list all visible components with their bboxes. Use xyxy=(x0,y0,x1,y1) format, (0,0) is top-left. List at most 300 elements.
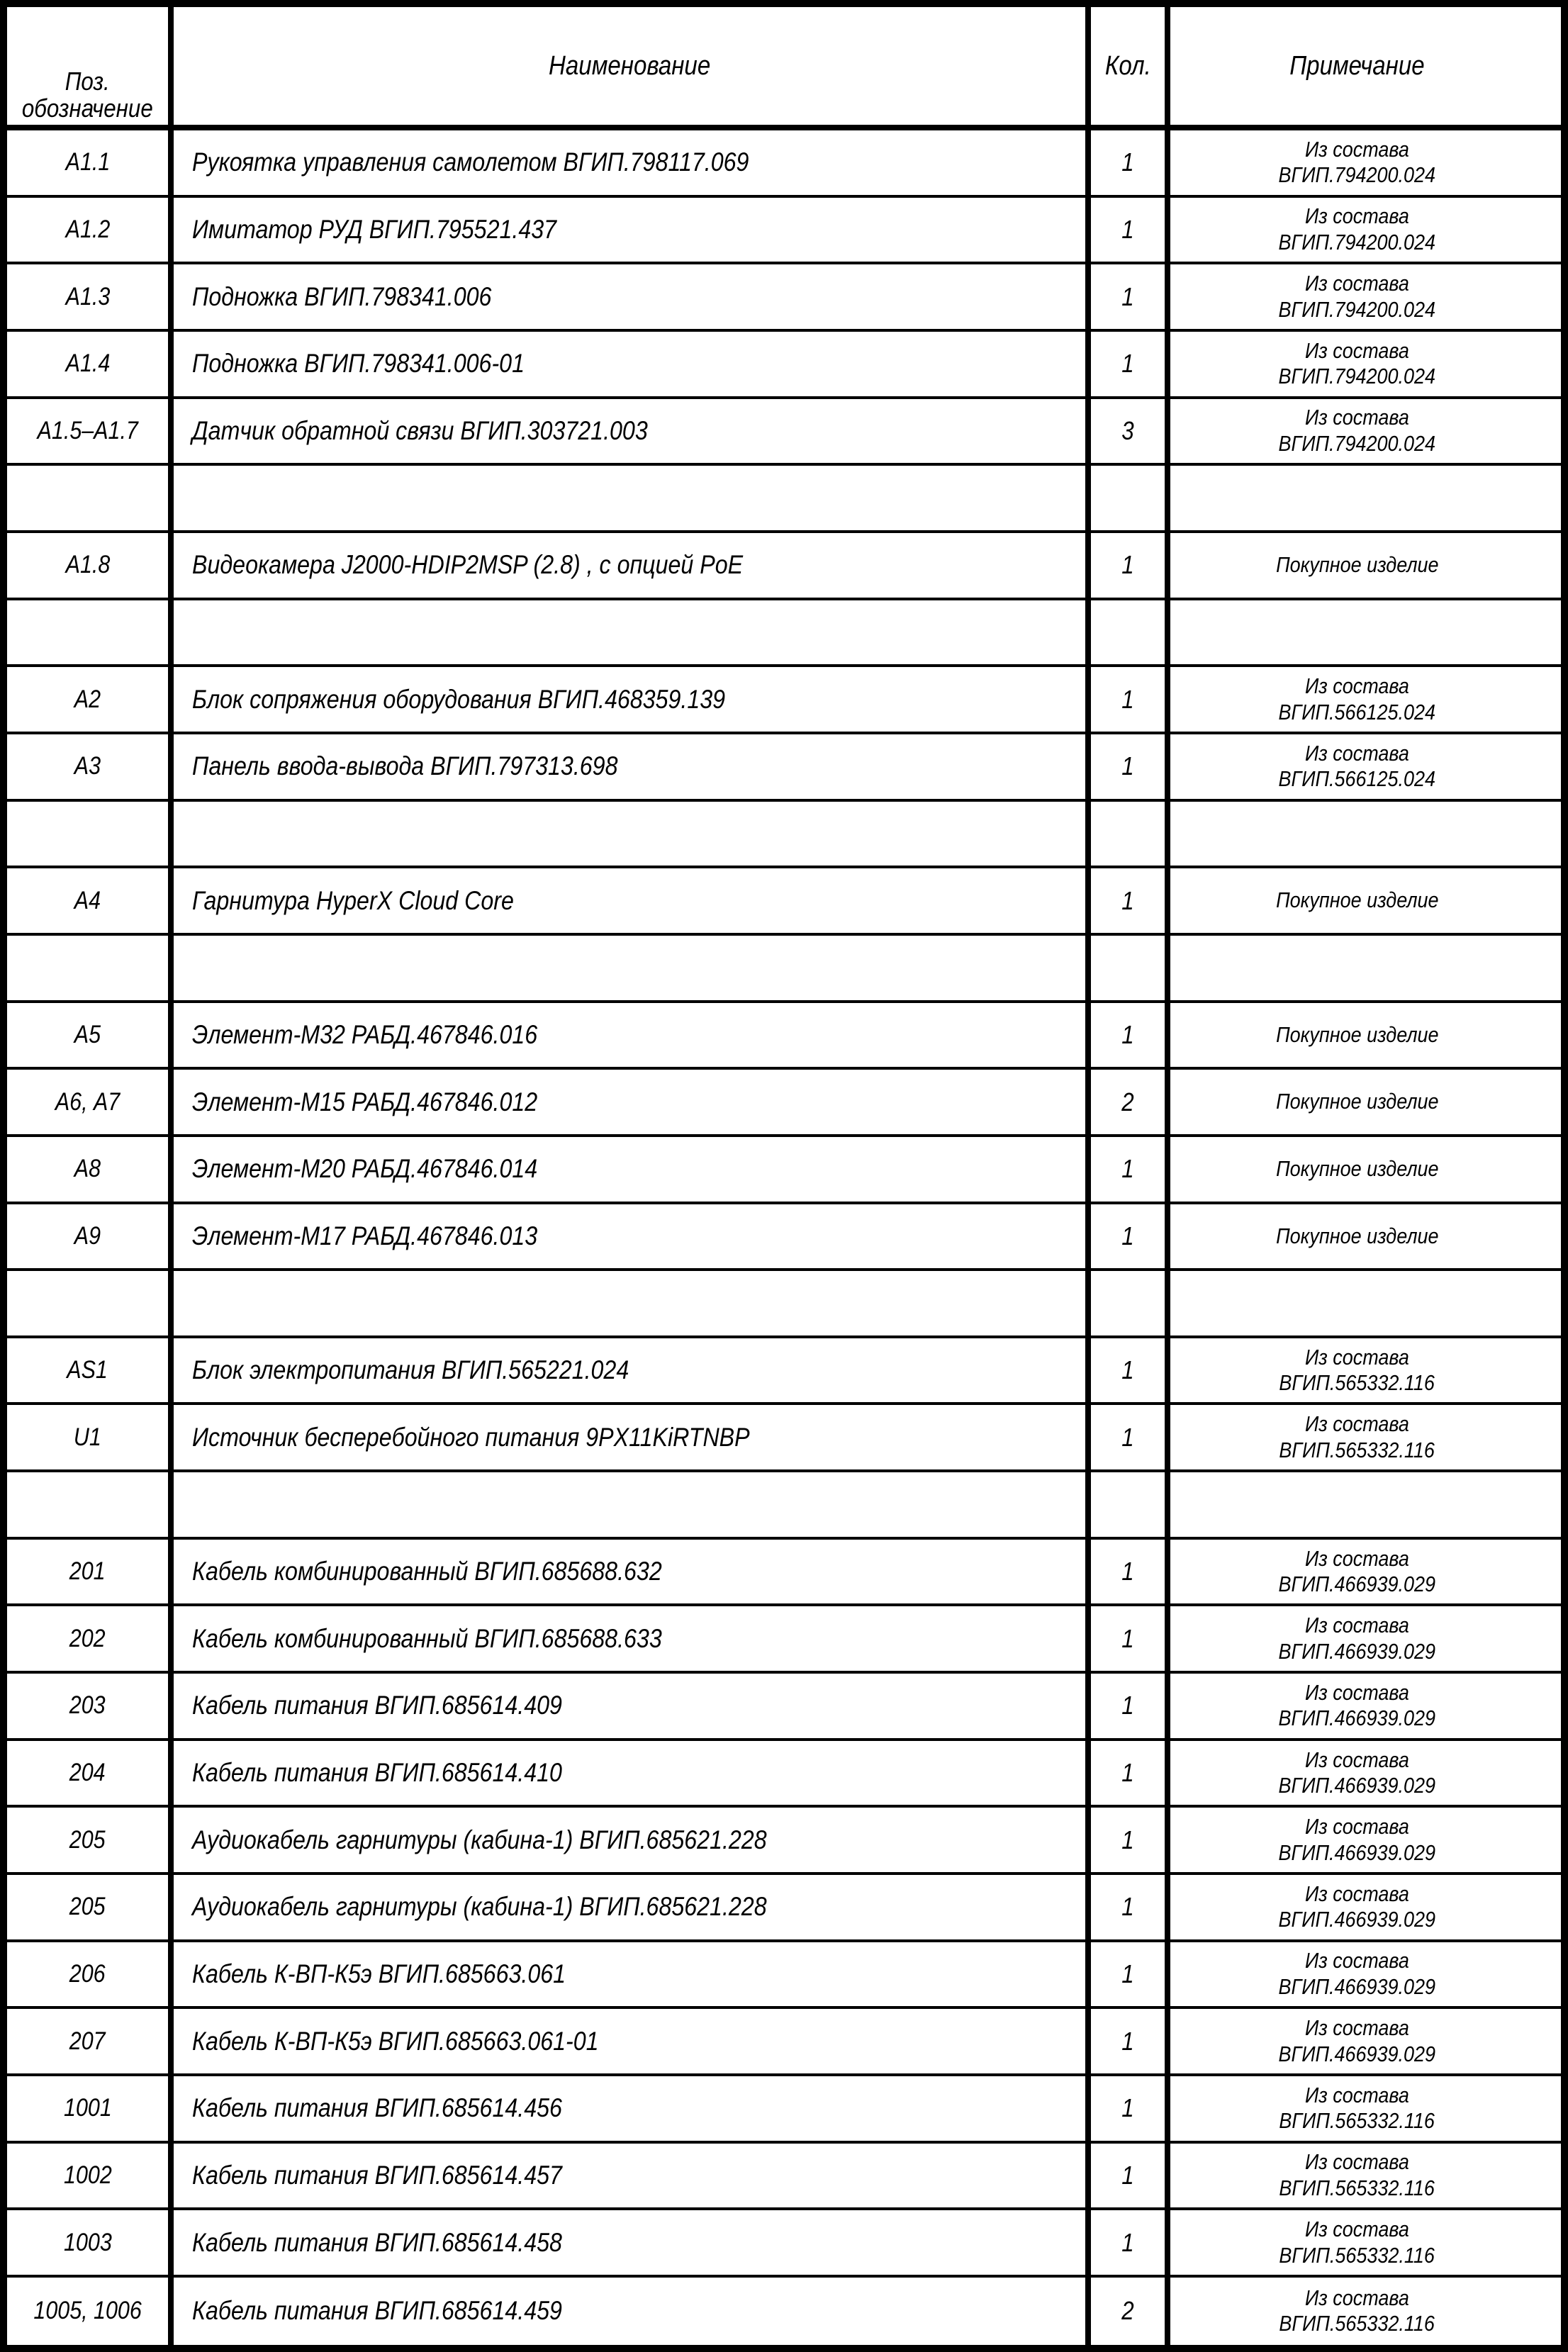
quantity-cell xyxy=(1091,1338,1170,1403)
item-name-cell xyxy=(174,2009,1091,2073)
note-line: ВГИП.794200.024 xyxy=(1278,229,1436,254)
table-row-empty xyxy=(7,466,1561,533)
table-row xyxy=(7,667,1561,734)
quantity-value: 1 xyxy=(1121,2093,1134,2123)
pos-designation: А8 xyxy=(74,1155,101,1183)
note-line: ВГИП.466939.029 xyxy=(1278,1638,1436,1664)
note-cell xyxy=(1170,802,1544,866)
note-cell xyxy=(1170,2144,1544,2208)
pos-designation: 1003 xyxy=(63,2228,112,2256)
note-line: ВГИП.565332.116 xyxy=(1279,1437,1435,1462)
note-line: ВГИП.466939.029 xyxy=(1278,2041,1436,2066)
note-line: ВГИП.466939.029 xyxy=(1278,1974,1436,2000)
pos-designation: 201 xyxy=(69,1557,106,1586)
item-name-cell xyxy=(174,1875,1091,1939)
note-line: Из состава xyxy=(1305,1545,1409,1571)
note-cell xyxy=(1170,399,1544,464)
quantity-value: 1 xyxy=(1121,550,1134,580)
item-name-cell xyxy=(174,198,1091,262)
pos-designation: 1001 xyxy=(63,2094,112,2122)
table-row xyxy=(7,533,1561,600)
note-line: ВГИП.565332.116 xyxy=(1279,2175,1435,2201)
item-name-cell xyxy=(174,1540,1091,1604)
item-name: Элемент-М17 РАБД.467846.013 xyxy=(192,1221,538,1250)
note-line: Из состава xyxy=(1305,1881,1409,1906)
quantity-value: 1 xyxy=(1121,1221,1134,1250)
quantity-value: 1 xyxy=(1121,349,1134,379)
note-line: Из состава xyxy=(1305,1814,1409,1839)
pos-designation-cell xyxy=(7,533,174,598)
note-cell xyxy=(1170,264,1544,329)
note-cell xyxy=(1170,1338,1544,1403)
note-cell xyxy=(1170,1003,1544,1068)
note-cell xyxy=(1170,1204,1544,1269)
header-pos-line1: Поз. xyxy=(65,67,111,96)
item-name-cell xyxy=(174,1070,1091,1134)
header-note xyxy=(1170,7,1544,125)
quantity-cell xyxy=(1091,1808,1170,1872)
pos-designation-cell xyxy=(7,868,174,933)
note-line: ВГИП.565332.116 xyxy=(1279,1370,1435,1396)
item-name-cell xyxy=(174,2144,1091,2208)
item-name-cell xyxy=(174,264,1091,329)
item-name: Кабель К-ВП-К5э ВГИП.685663.061 xyxy=(192,1959,566,1989)
table-row xyxy=(7,1875,1561,1942)
item-name: Кабель питания ВГИП.685614.456 xyxy=(192,2093,562,2123)
note-line: ВГИП.794200.024 xyxy=(1278,162,1436,188)
table-row-empty xyxy=(7,1472,1561,1540)
item-name-cell xyxy=(174,868,1091,933)
pos-designation: А2 xyxy=(74,685,101,713)
item-name-cell xyxy=(174,1741,1091,1805)
header-name xyxy=(174,7,1091,125)
table-row xyxy=(7,1674,1561,1741)
item-name-cell xyxy=(174,667,1091,732)
note-line: ВГИП.466939.029 xyxy=(1278,1572,1436,1597)
table-row xyxy=(7,1942,1561,2010)
pos-designation-cell xyxy=(7,198,174,262)
quantity-cell xyxy=(1091,2009,1170,2073)
quantity-value: 1 xyxy=(1121,1691,1134,1720)
table-row-empty xyxy=(7,600,1561,668)
item-name-cell xyxy=(174,332,1091,396)
pos-designation-cell xyxy=(7,936,174,1000)
note-cell xyxy=(1170,1271,1544,1335)
table-row xyxy=(7,1741,1561,1808)
pos-designation-cell xyxy=(7,600,174,665)
note-cell xyxy=(1170,1741,1544,1805)
note-line: ВГИП.565332.116 xyxy=(1279,2108,1435,2134)
table-row xyxy=(7,399,1561,466)
table-row xyxy=(7,1137,1561,1204)
note-line: Из состава xyxy=(1305,740,1409,766)
note-line: Из состава xyxy=(1305,2015,1409,2041)
item-name-cell xyxy=(174,2210,1091,2275)
item-name: Панель ввода-вывода ВГИП.797313.698 xyxy=(192,751,618,781)
pos-designation: АS1 xyxy=(67,1356,108,1384)
quantity-cell xyxy=(1091,1204,1170,1269)
pos-designation: 205 xyxy=(69,1893,106,1921)
item-name: Аудиокабель гарнитуры (кабина-1) ВГИП.685621.228 xyxy=(192,1825,767,1854)
item-name: Кабель питания ВГИП.685614.459 xyxy=(192,2296,562,2326)
pos-designation: А1.1 xyxy=(65,148,110,177)
pos-designation-cell xyxy=(7,1875,174,1939)
table-row xyxy=(7,2278,1561,2345)
note-line: Из состава xyxy=(1305,1747,1409,1772)
quantity-cell xyxy=(1091,868,1170,933)
item-name-cell xyxy=(174,1405,1091,1469)
note-line: ВГИП.794200.024 xyxy=(1278,296,1436,322)
pos-designation: 207 xyxy=(69,2027,106,2055)
note-cell xyxy=(1170,936,1544,1000)
item-name-cell xyxy=(174,2076,1091,2141)
quantity-cell xyxy=(1091,1405,1170,1469)
note-cell xyxy=(1170,1137,1544,1202)
note-cell xyxy=(1170,2009,1544,2073)
pos-designation-cell xyxy=(7,1204,174,1269)
pos-designation-cell xyxy=(7,1405,174,1469)
table-row-empty xyxy=(7,1271,1561,1338)
item-name-cell xyxy=(174,1271,1091,1335)
quantity-cell xyxy=(1091,734,1170,799)
pos-designation: 202 xyxy=(69,1624,106,1652)
pos-designation-cell xyxy=(7,1540,174,1604)
pos-designation: А1.2 xyxy=(65,215,110,243)
quantity-cell xyxy=(1091,2278,1170,2345)
quantity-cell xyxy=(1091,936,1170,1000)
header-pos-line2: обозначение xyxy=(22,94,153,123)
item-name: Источник бесперебойного питания 9PX11KiRTNBP xyxy=(192,1422,750,1452)
table-body xyxy=(7,130,1561,2345)
item-name: Датчик обратной связи ВГИП.303721.003 xyxy=(192,415,648,445)
item-name-cell xyxy=(174,1808,1091,1872)
pos-designation-cell xyxy=(7,1808,174,1872)
pos-designation: А9 xyxy=(74,1221,101,1250)
header-pos-designation xyxy=(7,7,174,125)
pos-designation: А1.5–А1.7 xyxy=(37,416,138,444)
note-line: Из состава xyxy=(1305,673,1409,698)
table-row xyxy=(7,868,1561,936)
pos-designation: А1.4 xyxy=(65,349,110,378)
table-row xyxy=(7,2009,1561,2076)
quantity-cell xyxy=(1091,1472,1170,1537)
item-name: Аудиокабель гарнитуры (кабина-1) ВГИП.685621.228 xyxy=(192,1892,767,1922)
quantity-cell xyxy=(1091,1070,1170,1134)
quantity-cell xyxy=(1091,2210,1170,2275)
item-name: Блок сопряжения оборудования ВГИП.468359.139 xyxy=(192,684,726,714)
item-name-cell xyxy=(174,1472,1091,1537)
note-line: Покупное изделие xyxy=(1275,1223,1439,1248)
note-line: Из состава xyxy=(1305,136,1409,162)
note-line: Покупное изделие xyxy=(1275,1089,1439,1114)
pos-designation-cell xyxy=(7,466,174,530)
quantity-value: 1 xyxy=(1121,2161,1134,2190)
item-name: Элемент-М32 РАБД.467846.016 xyxy=(192,1019,538,1049)
note-line: ВГИП.565332.116 xyxy=(1279,2311,1435,2336)
note-line: Из состава xyxy=(1305,405,1409,430)
note-line: ВГИП.466939.029 xyxy=(1278,1907,1436,1932)
quantity-cell xyxy=(1091,600,1170,665)
quantity-value: 1 xyxy=(1121,1758,1134,1788)
item-name: Имитатор РУД ВГИП.795521.437 xyxy=(192,214,557,244)
quantity-cell xyxy=(1091,1674,1170,1738)
pos-designation-cell xyxy=(7,1472,174,1537)
quantity-value: 1 xyxy=(1121,1892,1134,1922)
note-line: Из состава xyxy=(1305,2285,1409,2310)
table-row xyxy=(7,264,1561,332)
pos-designation-cell xyxy=(7,2144,174,2208)
note-cell xyxy=(1170,332,1544,396)
quantity-cell xyxy=(1091,1137,1170,1202)
item-name: Видеокамера J2000-HDIP2MSP (2.8) , с опцией PoE xyxy=(192,550,744,580)
item-name: Элемент-М20 РАБД.467846.014 xyxy=(192,1154,538,1184)
quantity-value: 1 xyxy=(1121,214,1134,244)
pos-designation: А1.3 xyxy=(65,282,110,310)
note-cell xyxy=(1170,1942,1544,2007)
pos-designation: 1005, 1006 xyxy=(33,2297,142,2325)
pos-designation-cell xyxy=(7,1674,174,1738)
pos-designation-cell xyxy=(7,1338,174,1403)
note-cell xyxy=(1170,734,1544,799)
note-line: ВГИП.566125.024 xyxy=(1278,699,1436,724)
quantity-cell xyxy=(1091,802,1170,866)
note-cell xyxy=(1170,533,1544,598)
note-line: Из состава xyxy=(1305,2217,1409,2242)
quantity-cell xyxy=(1091,667,1170,732)
item-name-cell xyxy=(174,533,1091,598)
item-name-cell xyxy=(174,734,1091,799)
pos-designation-cell xyxy=(7,264,174,329)
item-name-cell xyxy=(174,1606,1091,1671)
pos-designation: 206 xyxy=(69,1960,106,1988)
pos-designation: 203 xyxy=(69,1691,106,1720)
quantity-cell xyxy=(1091,198,1170,262)
pos-designation-cell xyxy=(7,399,174,464)
header-qty-label: Кол. xyxy=(1104,50,1151,81)
pos-designation-cell xyxy=(7,2076,174,2141)
note-cell xyxy=(1170,1674,1544,1738)
item-name: Гарнитура HyperX Cloud Core xyxy=(192,885,514,915)
pos-designation: U1 xyxy=(74,1423,101,1451)
pos-designation-cell xyxy=(7,2278,174,2345)
quantity-cell xyxy=(1091,264,1170,329)
table-row-empty xyxy=(7,802,1561,869)
item-name-cell xyxy=(174,1003,1091,1068)
pos-designation-cell xyxy=(7,332,174,396)
header-qty xyxy=(1091,7,1170,125)
quantity-cell xyxy=(1091,1271,1170,1335)
note-line: ВГИП.466939.029 xyxy=(1278,1706,1436,1731)
quantity-value: 2 xyxy=(1121,1087,1134,1116)
table-row-empty xyxy=(7,936,1561,1003)
table-row xyxy=(7,198,1561,265)
item-name: Элемент-М15 РАБД.467846.012 xyxy=(192,1087,538,1116)
pos-designation-cell xyxy=(7,802,174,866)
table-row xyxy=(7,1204,1561,1272)
note-cell xyxy=(1170,667,1544,732)
quantity-cell xyxy=(1091,1540,1170,1604)
pos-designation-cell xyxy=(7,1137,174,1202)
quantity-cell xyxy=(1091,1875,1170,1939)
table-row xyxy=(7,332,1561,399)
quantity-value: 1 xyxy=(1121,1557,1134,1586)
item-name: Кабель комбинированный ВГИП.685688.633 xyxy=(192,1623,662,1653)
note-line: Из состава xyxy=(1305,1948,1409,1973)
item-name-cell xyxy=(174,802,1091,866)
table-row xyxy=(7,1070,1561,1137)
quantity-value: 1 xyxy=(1121,1623,1134,1653)
pos-designation-cell xyxy=(7,1070,174,1134)
item-name-cell xyxy=(174,1674,1091,1738)
note-cell xyxy=(1170,2076,1544,2141)
quantity-cell xyxy=(1091,466,1170,530)
quantity-cell xyxy=(1091,332,1170,396)
note-line: Из состава xyxy=(1305,1679,1409,1705)
quantity-cell xyxy=(1091,1741,1170,1805)
item-name-cell xyxy=(174,1204,1091,1269)
pos-designation: А3 xyxy=(74,752,101,780)
item-name: Подножка ВГИП.798341.006-01 xyxy=(192,349,525,379)
table-row xyxy=(7,2144,1561,2211)
note-line: Из состава xyxy=(1305,337,1409,363)
table-row xyxy=(7,1405,1561,1472)
pos-designation: 204 xyxy=(69,1759,106,1787)
item-name-cell xyxy=(174,1942,1091,2007)
table-row xyxy=(7,130,1561,198)
table-row xyxy=(7,1808,1561,1875)
note-cell xyxy=(1170,1606,1544,1671)
quantity-value: 1 xyxy=(1121,147,1134,177)
pos-designation-cell xyxy=(7,1271,174,1335)
note-cell xyxy=(1170,1540,1544,1604)
table-row xyxy=(7,1606,1561,1674)
table-header-row xyxy=(7,7,1561,130)
note-cell xyxy=(1170,198,1544,262)
note-cell xyxy=(1170,1405,1544,1469)
item-name-cell xyxy=(174,2278,1091,2345)
quantity-cell xyxy=(1091,1942,1170,2007)
quantity-cell xyxy=(1091,399,1170,464)
note-cell xyxy=(1170,2278,1544,2345)
item-name-cell xyxy=(174,936,1091,1000)
header-name-label: Наименование xyxy=(548,50,711,81)
quantity-value: 1 xyxy=(1121,751,1134,781)
pos-designation-cell xyxy=(7,1606,174,1671)
quantity-cell xyxy=(1091,533,1170,598)
pos-designation: А1.8 xyxy=(65,551,110,579)
quantity-value: 3 xyxy=(1121,415,1134,445)
quantity-value: 1 xyxy=(1121,684,1134,714)
item-name: Кабель К-ВП-К5э ВГИП.685663.061-01 xyxy=(192,2026,599,2056)
table-row xyxy=(7,1540,1561,1607)
item-name: Кабель питания ВГИП.685614.457 xyxy=(192,2161,562,2190)
note-line: ВГИП.565332.116 xyxy=(1279,2242,1435,2268)
item-name: Кабель комбинированный ВГИП.685688.632 xyxy=(192,1557,662,1586)
note-cell xyxy=(1170,868,1544,933)
note-cell xyxy=(1170,2210,1544,2275)
note-cell xyxy=(1170,600,1544,665)
note-cell xyxy=(1170,466,1544,530)
pos-designation-cell xyxy=(7,667,174,732)
pos-designation-cell xyxy=(7,734,174,799)
note-line: Из состава xyxy=(1305,2082,1409,2107)
table-row xyxy=(7,1003,1561,1070)
note-line: Покупное изделие xyxy=(1275,1155,1439,1181)
table-row xyxy=(7,2210,1561,2278)
note-line: Покупное изделие xyxy=(1275,887,1439,913)
note-line: Из состава xyxy=(1305,1344,1409,1370)
note-line: Из состава xyxy=(1305,203,1409,229)
pos-designation: 205 xyxy=(69,1825,106,1854)
item-name: Рукоятка управления самолетом ВГИП.798117.069 xyxy=(192,147,749,177)
quantity-cell xyxy=(1091,2144,1170,2208)
item-name: Подножка ВГИП.798341.006 xyxy=(192,281,492,311)
item-name-cell xyxy=(174,1137,1091,1202)
quantity-value: 1 xyxy=(1121,1959,1134,1989)
note-line: ВГИП.466939.029 xyxy=(1278,1773,1436,1798)
pos-designation: А4 xyxy=(74,886,101,914)
pos-designation: 1002 xyxy=(63,2161,112,2190)
quantity-value: 1 xyxy=(1121,2227,1134,2257)
pos-designation-cell xyxy=(7,2009,174,2073)
note-line: Покупное изделие xyxy=(1275,1021,1439,1047)
item-name: Блок электропитания ВГИП.565221.024 xyxy=(192,1355,629,1385)
note-line: Покупное изделие xyxy=(1275,551,1439,577)
pos-designation-cell xyxy=(7,1003,174,1068)
pos-designation-cell xyxy=(7,1741,174,1805)
quantity-value: 2 xyxy=(1121,2296,1134,2326)
note-line: ВГИП.794200.024 xyxy=(1278,364,1436,389)
item-name-cell xyxy=(174,466,1091,530)
item-name-cell xyxy=(174,1338,1091,1403)
note-cell xyxy=(1170,1070,1544,1134)
quantity-value: 1 xyxy=(1121,885,1134,915)
quantity-value: 1 xyxy=(1121,1019,1134,1049)
pos-designation-cell xyxy=(7,2210,174,2275)
table-row xyxy=(7,1338,1561,1406)
note-cell xyxy=(1170,1875,1544,1939)
item-name-cell xyxy=(174,399,1091,464)
item-name: Кабель питания ВГИП.685614.409 xyxy=(192,1691,562,1720)
quantity-cell xyxy=(1091,1606,1170,1671)
note-line: ВГИП.566125.024 xyxy=(1278,766,1436,792)
table-row xyxy=(7,734,1561,802)
quantity-cell xyxy=(1091,1003,1170,1068)
table-row xyxy=(7,2076,1561,2144)
note-line: Из состава xyxy=(1305,1411,1409,1437)
quantity-value: 1 xyxy=(1121,1355,1134,1385)
note-line: Из состава xyxy=(1305,271,1409,296)
item-name-cell xyxy=(174,130,1091,195)
note-line: ВГИП.794200.024 xyxy=(1278,430,1436,456)
quantity-value: 1 xyxy=(1121,281,1134,311)
note-cell xyxy=(1170,1472,1544,1537)
note-line: Из состава xyxy=(1305,2149,1409,2175)
note-line: ВГИП.466939.029 xyxy=(1278,1839,1436,1865)
quantity-value: 1 xyxy=(1121,1422,1134,1452)
quantity-value: 1 xyxy=(1121,1154,1134,1184)
header-note-label: Примечание xyxy=(1289,50,1425,81)
pos-designation-cell xyxy=(7,1942,174,2007)
pos-designation: А5 xyxy=(74,1020,101,1048)
item-name: Кабель питания ВГИП.685614.458 xyxy=(192,2227,562,2257)
quantity-value: 1 xyxy=(1121,2026,1134,2056)
note-line: Из состава xyxy=(1305,1613,1409,1638)
item-name: Кабель питания ВГИП.685614.410 xyxy=(192,1758,562,1788)
item-name-cell xyxy=(174,600,1091,665)
note-cell xyxy=(1170,130,1544,195)
pos-designation-cell xyxy=(7,130,174,195)
